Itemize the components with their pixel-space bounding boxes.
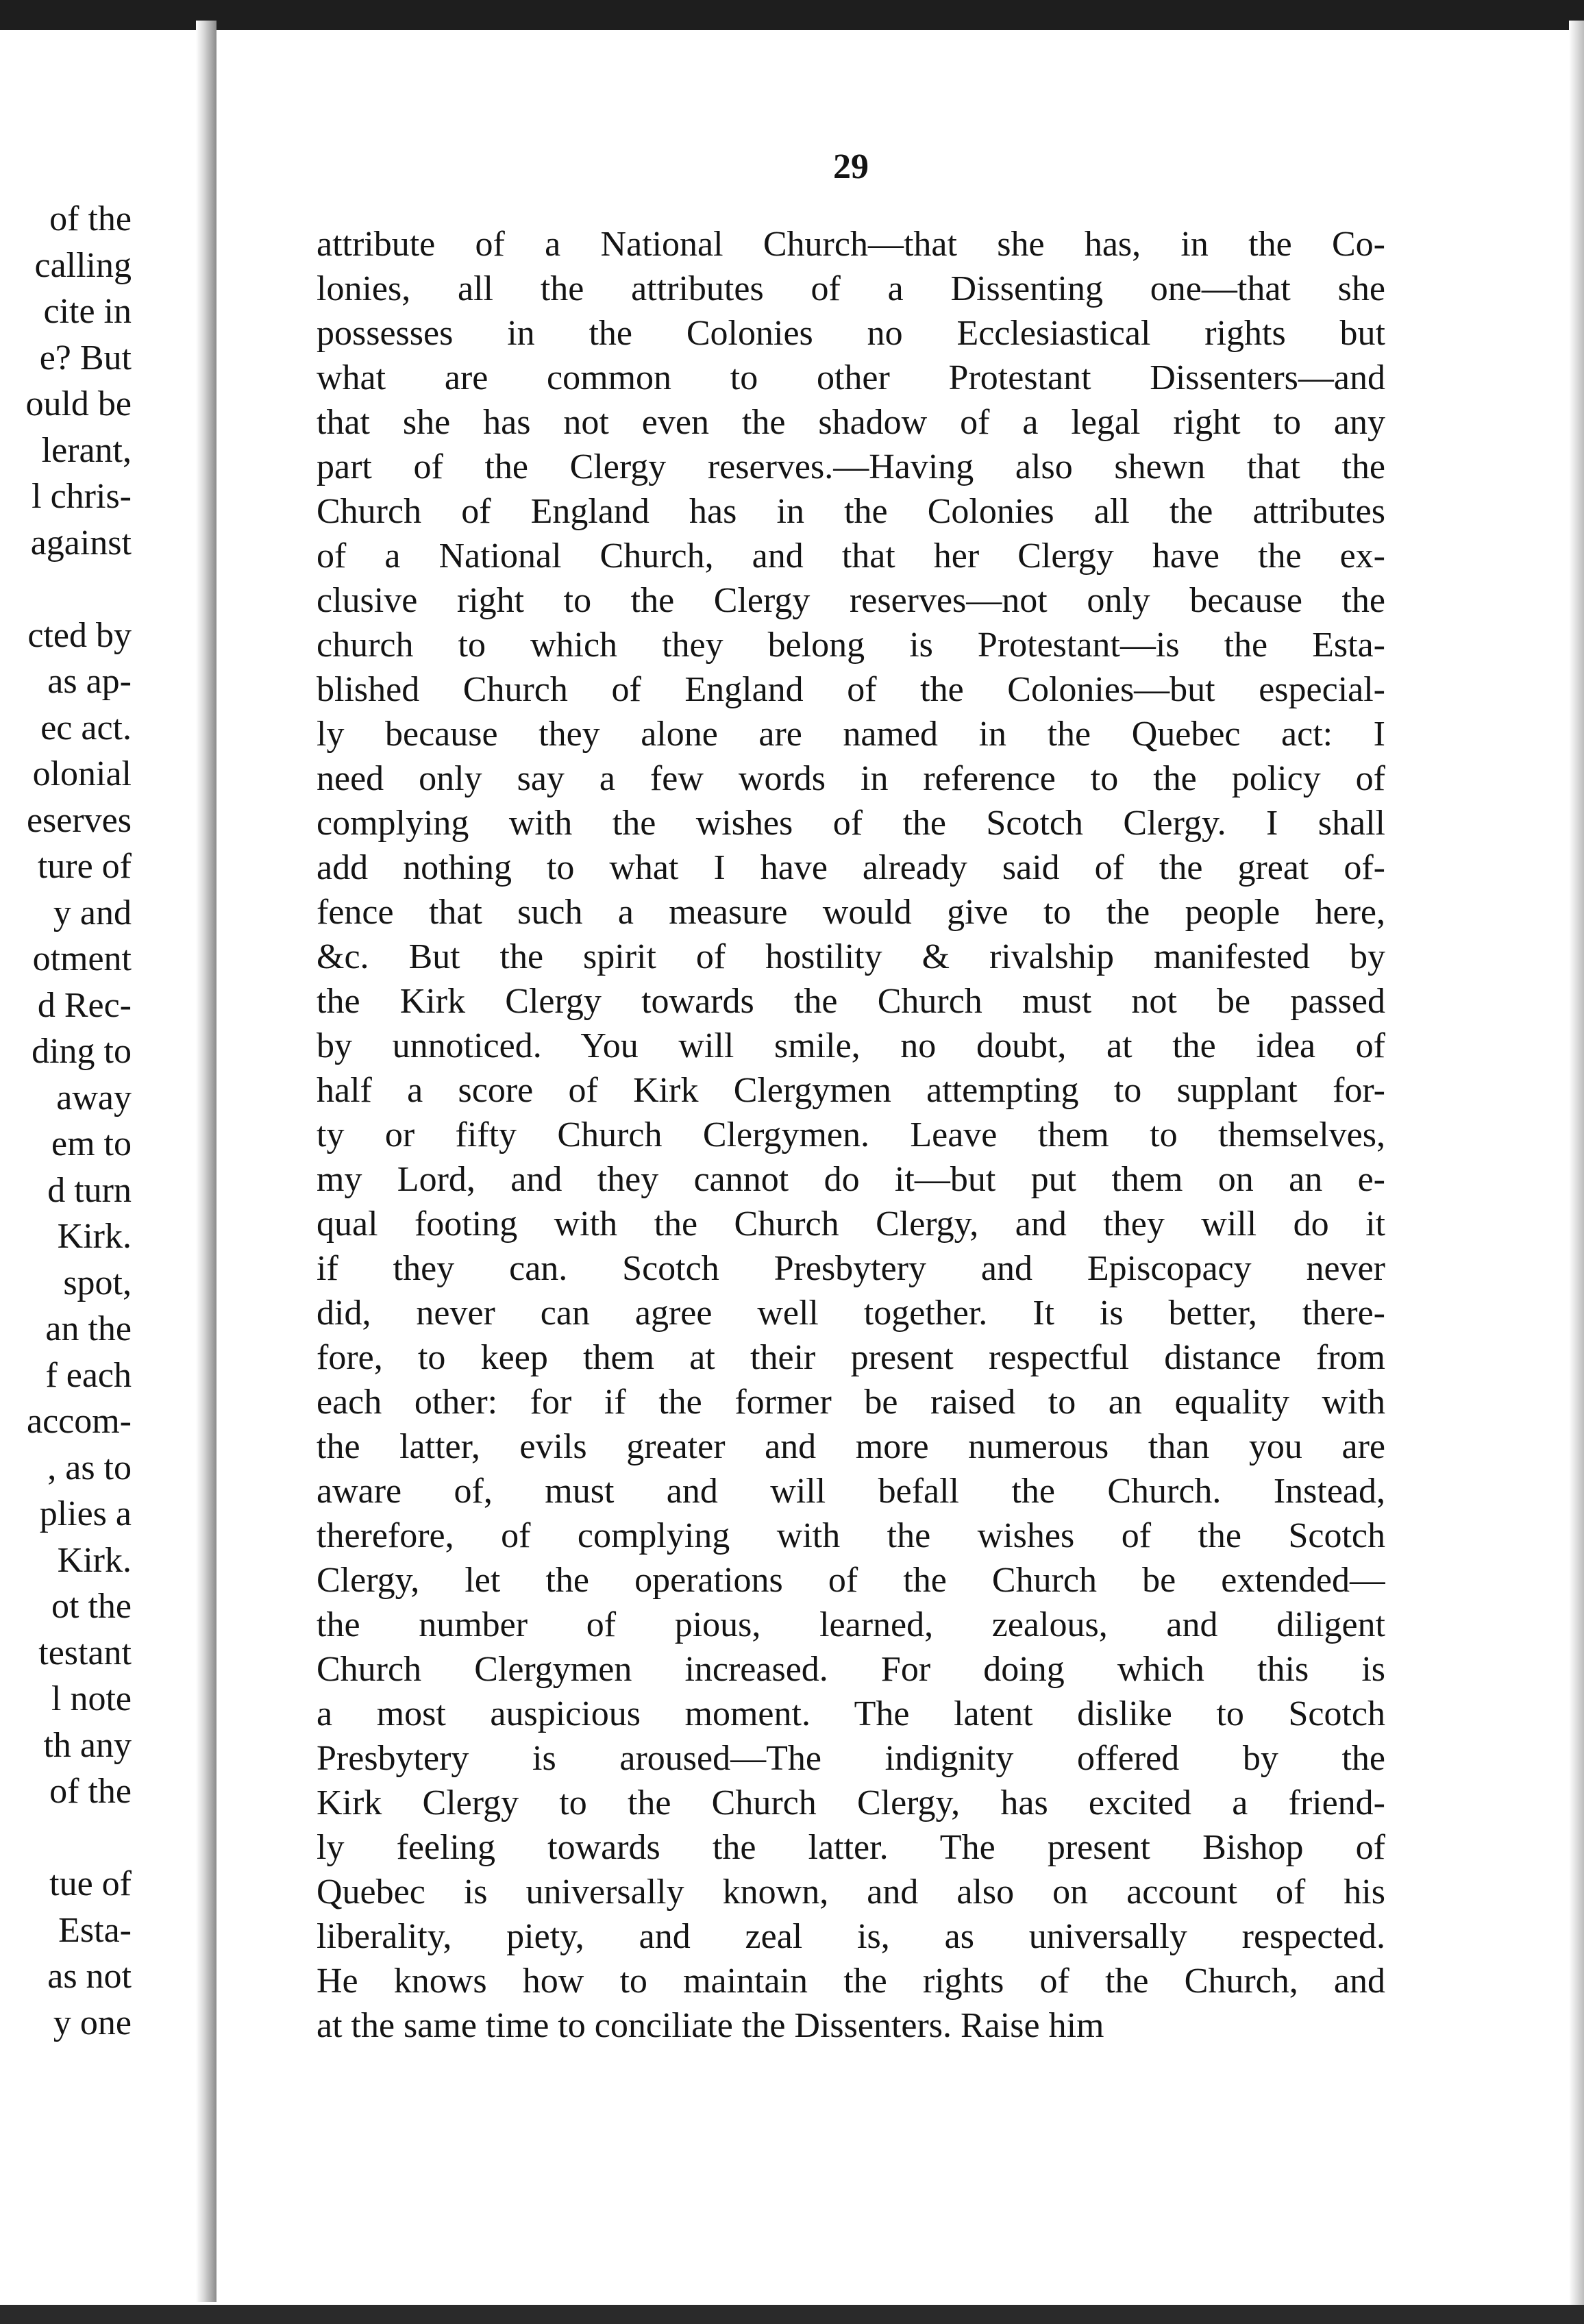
text-line: half a score of Kirk Clergymen attempting to supplant for- [317,1071,1385,1110]
text-line: church to which they belong is Protestant—is the Esta- [317,626,1385,665]
text-line: therefore, of complying with the wishes of the Scotch [317,1516,1385,1555]
text-line: complying with the wishes of the Scotch Clergy. I shall [317,804,1385,843]
facing-page-fragment: d turn [47,1170,132,1210]
text-line: add nothing to what I have already said of the great of- [317,848,1385,887]
text-line: fence that such a measure would give to the people here, [317,893,1385,932]
book-spine-gutter [196,21,216,2302]
text-line: Church of England has in the Colonies all the attributes [317,492,1385,531]
text-line: ly because they alone are named in the Quebec act: I [317,715,1385,754]
text-line: the Kirk Clergy towards the Church must not be passed [317,982,1385,1021]
text-line: fore, to keep them at their present respectful distance from [317,1338,1385,1377]
facing-page-fragment: against [30,523,132,563]
facing-page-margin-text [0,196,132,2046]
facing-page-fragment: th any [43,1725,132,1765]
text-line: part of the Clergy reserves.—Having also shewn that the [317,447,1385,486]
text-line: blished Church of England of the Colonies—but especial- [317,670,1385,709]
text-line: each other: for if the former be raised to an equality with [317,1383,1385,1422]
facing-page-fragment: of the [49,199,132,238]
text-line: clusive right to the Clergy reserves—not only because the [317,581,1385,620]
facing-page-fragment: ec act. [40,708,132,747]
text-line: the latter, evils greater and more numerous than you are [317,1427,1385,1466]
text-line: liberality, piety, and zeal is, as universally respected. [317,1917,1385,1956]
facing-page-fragment: as not [47,1957,132,1996]
facing-page-fragment: plies a [39,1494,132,1533]
text-line: Kirk Clergy to the Church Clergy, has excited a friend- [317,1783,1385,1822]
facing-page-fragment: of the [49,1772,132,1811]
text-line: aware of, must and will befall the Church. Instead, [317,1472,1385,1511]
text-line: attribute of a National Church—that she has, in the Co- [317,225,1385,264]
facing-page-fragment: cted by [27,615,132,655]
facing-page-fragment: y one [53,2003,132,2042]
facing-page-fragment: ding to [32,1032,132,1071]
facing-page-fragment: olonial [32,754,132,793]
facing-page-fragment: lerant, [41,430,132,470]
facing-page-fragment: eserves [26,800,132,840]
text-line: Church Clergymen increased. For doing which this is [317,1650,1385,1689]
text-line: Clergy, let the operations of the Church be extended— [317,1561,1385,1600]
scan-top-border [0,0,1584,30]
text-line: if they can. Scotch Presbytery and Episcopacy never [317,1249,1385,1288]
facing-page-fragment: Esta- [58,1910,132,1950]
facing-page-fragment: testant [38,1633,132,1672]
text-line: ly feeling towards the latter. The present Bishop of [317,1828,1385,1867]
facing-page-fragment: spot, [63,1263,132,1302]
facing-page-gap [0,1815,132,1862]
facing-page-fragment: calling [34,245,132,285]
body-text [317,222,1385,2048]
facing-page-fragment: ould be [25,384,132,423]
facing-page-fragment: d Rec- [37,985,132,1025]
text-line: Presbytery is aroused—The indignity offered by the [317,1739,1385,1778]
text-line: at the same time to conciliate the Dissenters. Raise him [317,2006,1104,2045]
text-line: did, never can agree well together. It is better, there- [317,1294,1385,1333]
facing-page-fragment: Kirk. [57,1217,132,1256]
text-line: a most auspicious moment. The latent dislike to Scotch [317,1694,1385,1733]
text-line: &c. But the spirit of hostility & rivalship manifested by [317,937,1385,976]
facing-page-fragment: f each [45,1355,132,1395]
facing-page-fragment: ot the [51,1587,132,1626]
facing-page-fragment: otment [32,939,132,978]
facing-page-fragment: l note [51,1679,132,1718]
text-line: He knows how to maintain the rights of the Church, and [317,1962,1385,2001]
text-line: need only say a few words in reference to the policy of [317,759,1385,798]
text-line: what are common to other Protestant Dissenters—and [317,358,1385,397]
facing-page-fragment: Kirk. [57,1540,132,1580]
facing-page-fragment: tue of [49,1864,132,1903]
text-line: my Lord, and they cannot do it—but put them on an e- [317,1160,1385,1199]
facing-page-fragment: cite in [43,292,132,331]
facing-page-fragment: as ap- [47,662,132,701]
text-line: by unnoticed. You will smile, no doubt, at the idea of [317,1026,1385,1065]
page-edge-shadow [1569,21,1584,2309]
text-line: qual footing with the Church Clergy, and they will do it [317,1204,1385,1244]
facing-page-gap [0,566,132,613]
facing-page-fragment: ture of [37,847,132,886]
facing-page-fragment: em to [51,1124,132,1163]
facing-page-fragment: y and [53,893,132,932]
text-line: the number of pious, learned, zealous, and diligent [317,1605,1385,1644]
text-line: lonies, all the attributes of a Dissenting one—that she [317,269,1385,308]
facing-page-fragment: l chris- [32,477,132,516]
text-line: possesses in the Colonies no Ecclesiastical rights but [317,314,1385,353]
text-line: Quebec is universally known, and also on account of his [317,1872,1385,1912]
facing-page-fragment: away [56,1078,132,1117]
text-line: that she has not even the shadow of a legal right to any [317,403,1385,442]
scan-bottom-border [0,2305,1584,2324]
facing-page-fragment: accom- [26,1402,132,1441]
page-number: 29 [833,147,869,186]
facing-page-fragment: , as to [47,1448,132,1487]
text-line: ty or fifty Church Clergymen. Leave them to themselves, [317,1115,1385,1154]
facing-page-fragment: e? But [39,338,132,378]
text-line: of a National Church, and that her Clergy have the ex- [317,536,1385,576]
facing-page-fragment: an the [45,1309,132,1348]
